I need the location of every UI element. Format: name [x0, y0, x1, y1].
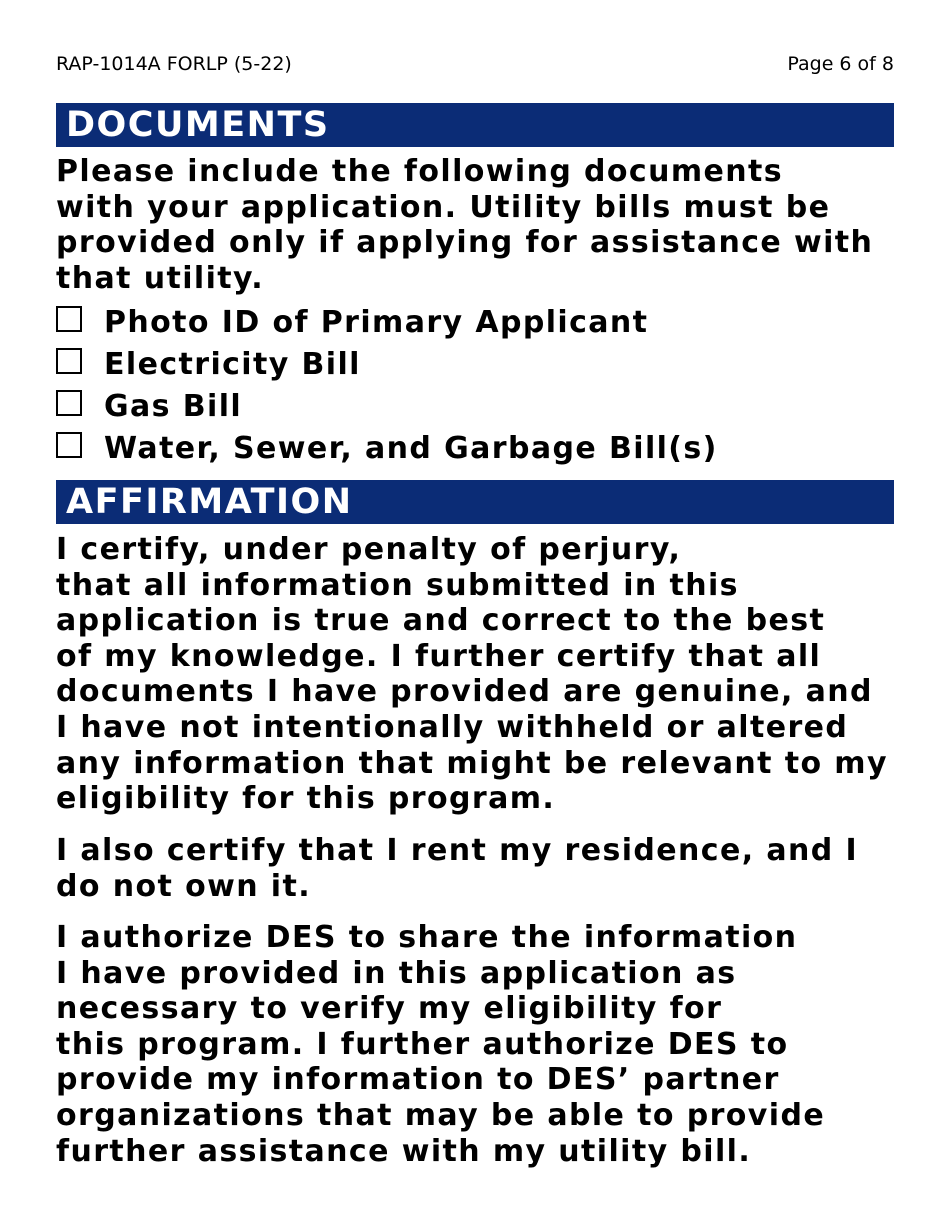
- affirmation-paragraph-2: [56, 833, 906, 904]
- paragraph-line: eligibility for this program.: [56, 781, 556, 817]
- paragraph-line: of my knowledge. I further certify that all: [56, 638, 822, 674]
- paragraph-line: I certify, under penalty of perjury,: [56, 532, 682, 567]
- documents-instructions: [56, 154, 906, 296]
- paragraph-line: documents I have provided are genuine, and: [56, 674, 873, 710]
- electricity-bill-checkbox[interactable]: [56, 348, 82, 374]
- checklist-item-label: Water, Sewer, and Garbage Bill(s): [104, 430, 718, 466]
- checklist-item-water-sewer-garbage: [56, 427, 718, 469]
- paragraph-line: I authorize DES to share the information: [56, 920, 798, 955]
- affirmation-paragraph-1: [56, 532, 906, 817]
- documents-section-title: DOCUMENTS: [56, 103, 894, 147]
- paragraph-line: that all information submitted in this: [56, 567, 739, 603]
- affirmation-paragraph-3: [56, 920, 906, 1169]
- paragraph-line: application is true and correct to the best: [56, 603, 826, 639]
- instruction-line: provided only if applying for assistance with: [56, 225, 874, 261]
- paragraph-line: this program. I further authorize DES to: [56, 1026, 789, 1062]
- form-id: RAP-1014A FORLP (5-22): [56, 53, 292, 75]
- affirmation-section-title: AFFIRMATION: [56, 480, 894, 524]
- water-sewer-garbage-checkbox[interactable]: [56, 432, 82, 458]
- photo-id-checkbox[interactable]: [56, 306, 82, 332]
- paragraph-line: do not own it.: [56, 868, 312, 904]
- instruction-line: with your application. Utility bills must be: [56, 189, 831, 225]
- checklist-item-label: Photo ID of Primary Applicant: [104, 304, 649, 340]
- checklist-item-label: Electricity Bill: [104, 346, 361, 382]
- gas-bill-checkbox[interactable]: [56, 390, 82, 416]
- checklist-item-electricity-bill: [56, 343, 718, 385]
- page-number: Page 6 of 8: [787, 53, 894, 75]
- documents-checklist: [56, 301, 718, 469]
- paragraph-line: I have provided in this application as: [56, 955, 737, 991]
- paragraph-line: provide my information to DES’ partner: [56, 1062, 780, 1098]
- instruction-line: Please include the following documents: [56, 154, 784, 189]
- paragraph-line: any information that might be relevant to my: [56, 745, 888, 781]
- checklist-item-gas-bill: [56, 385, 718, 427]
- checklist-item-photo-id: [56, 301, 718, 343]
- instruction-line: that utility.: [56, 260, 265, 296]
- paragraph-line: I also certify that I rent my residence, and I: [56, 833, 859, 868]
- checklist-item-label: Gas Bill: [104, 388, 243, 424]
- paragraph-line: organizations that may be able to provide: [56, 1097, 826, 1133]
- paragraph-line: I have not intentionally withheld or altered: [56, 709, 849, 745]
- paragraph-line: necessary to verify my eligibility for: [56, 991, 723, 1027]
- paragraph-line: further assistance with my utility bill.: [56, 1133, 752, 1169]
